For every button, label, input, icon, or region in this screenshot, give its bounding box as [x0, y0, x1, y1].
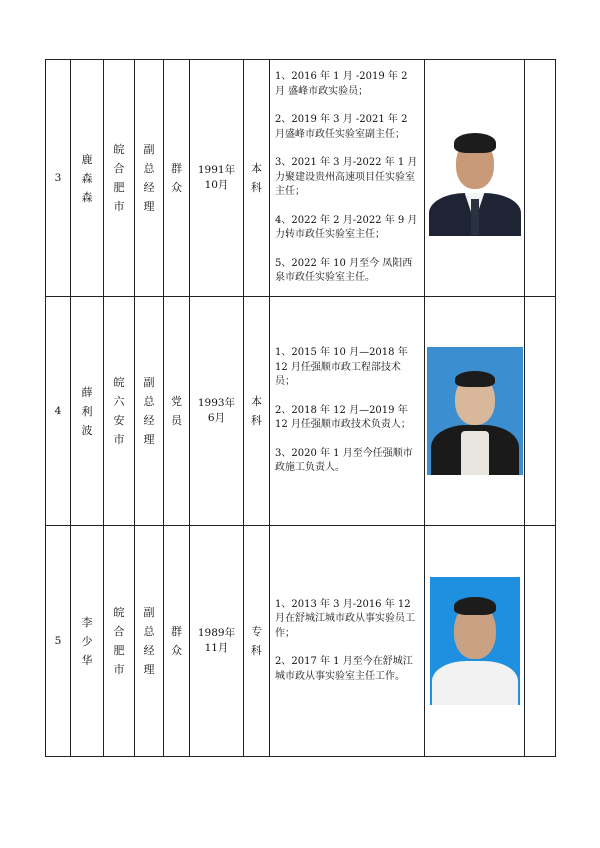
name-text: 李少华 [81, 615, 93, 667]
origin-cell [104, 297, 135, 526]
resume-item: 1、2015 年 10 月—2018 年 12 月任强顺市政工程部技术员； [275, 347, 408, 388]
origin-cell [104, 526, 135, 757]
resume-item: 1、2016 年 1 月 -2019 年 2 月 盛峰市政实验员； [275, 71, 408, 97]
education-cell [244, 526, 270, 757]
birth-month: 6月 [207, 412, 226, 424]
birth-month: 10月 [204, 179, 229, 191]
name-text: 鹿森森 [81, 152, 93, 204]
table-row [46, 526, 556, 757]
position-cell [135, 60, 164, 297]
portrait-photo-icon [427, 121, 523, 236]
resume-item: 3、2020 年 1 月至今任强顺市政施工负责人。 [275, 447, 413, 474]
political-cell [164, 60, 190, 297]
resume-item: 4、2022 年 2 月-2022 年 9 月力转市政任实验室主任； [275, 214, 418, 241]
education-cell [244, 60, 270, 297]
index-cell: 4 [46, 297, 71, 526]
origin-text: 皖合肥市 [113, 606, 125, 676]
index-cell: 3 [46, 60, 71, 297]
birth-year: 1991年 [197, 164, 236, 176]
position-text: 副总经理 [143, 376, 155, 446]
table-row [46, 60, 556, 297]
position-text: 副总经理 [143, 143, 155, 213]
resume-item: 2、2017 年 1 月至今在舒城江城市政从事实验室主任工作。 [275, 656, 413, 682]
photo-cell [425, 297, 525, 526]
name-text: 薛利波 [81, 385, 93, 437]
photo-cell [425, 526, 525, 757]
resume-item: 3、2021 年 3 月-2022 年 1 月力聚建设贵州高速项目任实验室主任； [275, 157, 418, 198]
portrait-photo-icon [427, 347, 523, 475]
blank-cell [525, 297, 556, 526]
birth-year: 1993年 [197, 397, 236, 409]
political-cell [164, 297, 190, 526]
education-text: 本科 [251, 162, 262, 194]
education-text: 专科 [251, 625, 262, 657]
table-row [46, 297, 556, 526]
birth-cell [190, 297, 244, 526]
education-text: 本科 [251, 395, 262, 427]
staff-table [45, 59, 556, 757]
resume-item: 2、2018 年 12 月—2019 年 12 月任强顺市政技术负责人； [275, 404, 411, 431]
resume-cell [270, 60, 425, 297]
resume-cell [270, 297, 425, 526]
name-cell [71, 526, 104, 757]
position-cell [135, 526, 164, 757]
origin-text: 皖合肥市 [113, 143, 125, 213]
resume-item: 2、2019 年 3 月 -2021 年 2 月盛峰市政任实验室副主任； [275, 114, 408, 140]
name-cell [71, 297, 104, 526]
index-cell: 5 [46, 526, 71, 757]
photo-cell [425, 60, 525, 297]
political-cell [164, 526, 190, 757]
birth-month: 11月 [204, 642, 229, 654]
birth-year: 1989年 [197, 627, 236, 639]
political-text: 群众 [171, 625, 182, 657]
resume-item: 1、2013 年 3 月-2016 年 12 月在舒城江城市政从事实验员工作； [275, 598, 415, 639]
birth-cell [190, 60, 244, 297]
birth-cell [190, 526, 244, 757]
political-text: 党员 [171, 395, 182, 427]
name-cell [71, 60, 104, 297]
position-text: 副总经理 [143, 606, 155, 676]
political-text: 群众 [171, 162, 182, 194]
position-cell [135, 297, 164, 526]
resume-cell [270, 526, 425, 757]
portrait-photo-icon [430, 577, 520, 705]
blank-cell [525, 526, 556, 757]
origin-text: 皖六安市 [113, 376, 125, 446]
education-cell [244, 297, 270, 526]
origin-cell [104, 60, 135, 297]
resume-item: 5、2022 年 10 月至今 凤阳西泉市政任实验室主任。 [275, 257, 413, 284]
blank-cell [525, 60, 556, 297]
